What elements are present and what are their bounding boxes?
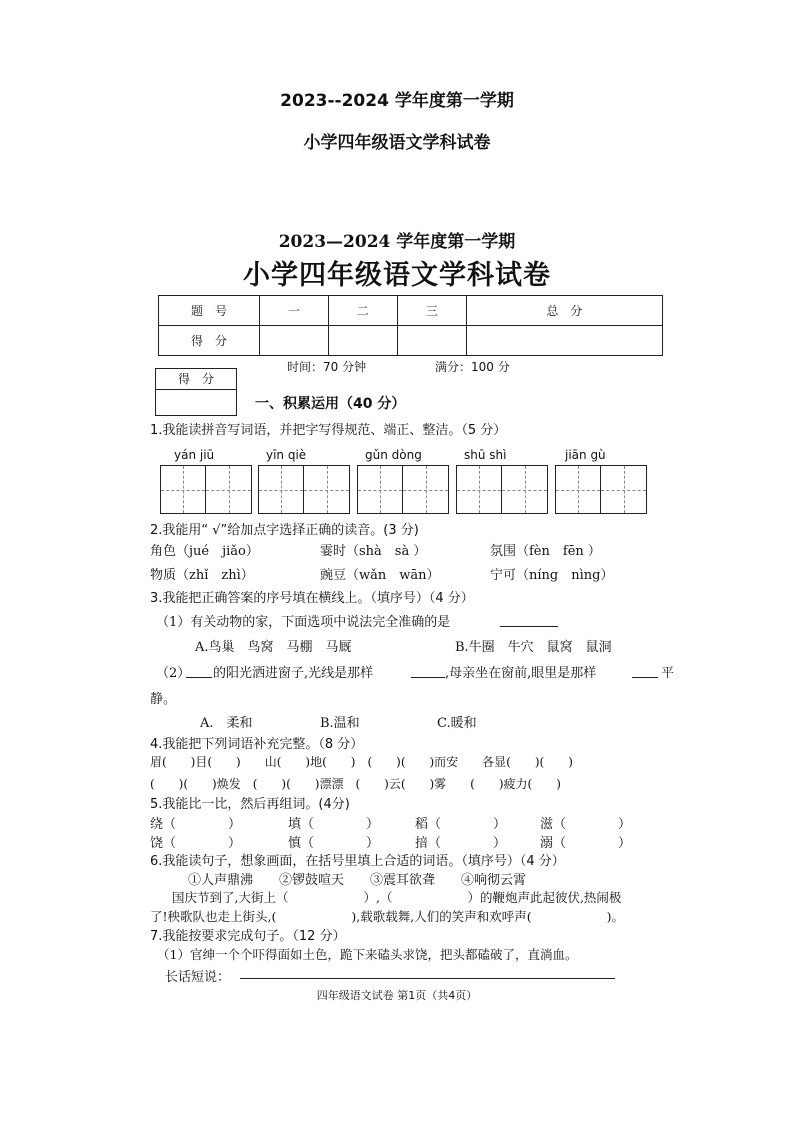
pinyin-label: jiān gù <box>565 448 606 462</box>
q7-sub1: （1）官绅一个个吓得面如土色，跪下来磕头求饶，把头都磕破了，直淌血。 <box>157 947 578 962</box>
q5-item[interactable]: 揞（ ） <box>415 836 507 851</box>
writing-grid[interactable] <box>160 465 252 514</box>
q2-option[interactable]: 豌豆（wǎn wān） <box>320 568 440 583</box>
score-table-header-row <box>159 296 663 326</box>
answer-line[interactable] <box>240 978 615 979</box>
q7-short-label: 长话短说： <box>165 970 231 985</box>
section-score-input[interactable] <box>156 390 236 414</box>
answer-blank[interactable] <box>411 677 445 678</box>
score-input-cell[interactable] <box>260 326 329 356</box>
q3-sub2-text: 的阳光洒进窗子,光线是那样 <box>213 666 374 681</box>
pinyin-label: gǔn dòng <box>365 448 422 462</box>
writing-grid[interactable] <box>555 465 647 514</box>
q7-prompt: 7.我能按要求完成句子。（12 分） <box>150 929 346 944</box>
q6-sentence[interactable]: 国庆节到了,大街上（ ）,（ ）的鞭炮声此起彼伏,热闹极 <box>172 890 622 905</box>
score-header-cell: 三 <box>397 296 466 326</box>
score-input-cell[interactable] <box>466 326 662 356</box>
q5-item[interactable]: 填（ ） <box>288 817 380 832</box>
header-year: 2023--2024 学年度第一学期 <box>280 91 514 111</box>
q4-prompt: 4.我能把下列词语补充完整。（8 分） <box>150 737 364 752</box>
q3-sub2-text: 平 <box>661 666 675 681</box>
q1-prompt: 1.我能读拼音写词语，并把字写得规范、端正、整洁。（5 分） <box>150 423 507 438</box>
writing-grid[interactable] <box>357 465 449 514</box>
score-header-cell: 二 <box>328 296 397 326</box>
pinyin-label: shū shì <box>464 448 507 462</box>
q5-item[interactable]: 慎（ ） <box>288 836 380 851</box>
q5-prompt: 5.我能比一比，然后再组词。(4分) <box>150 797 350 812</box>
q2-option[interactable]: 霎时（shà sà ） <box>320 544 427 559</box>
q6-sentence[interactable]: 了!秧歌队也走上街头,( ),载歌载舞,人们的笑声和欢呼声( )。 <box>150 909 624 924</box>
exam-full-score: 满分：100 分 <box>435 360 510 374</box>
q3-option-a[interactable]: A.鸟巢 鸟窝 马棚 马厩 <box>195 640 352 655</box>
q3-option[interactable]: A. 柔和 <box>200 716 253 731</box>
q2-prompt: 2.我能用“ √”给加点字选择正确的读音。(3 分) <box>150 523 419 538</box>
answer-blank[interactable] <box>632 677 658 678</box>
q3-option[interactable]: C.暖和 <box>437 716 477 731</box>
writing-grid[interactable] <box>258 465 350 514</box>
answer-blank[interactable] <box>186 677 212 678</box>
q3-prompt: 3.我能把正确答案的序号填在横线上。（填序号）（4 分） <box>150 591 474 606</box>
q5-item[interactable]: 稻（ ） <box>415 817 507 832</box>
q4-row[interactable]: 眉( )目( ) 山( )地( ) ( )( )而安 各显( )( ) <box>150 755 573 769</box>
score-header-cell: 题 号 <box>159 296 260 326</box>
score-input-cell[interactable] <box>397 326 466 356</box>
q3-sub2-num: （2） <box>156 666 191 681</box>
q3-option-b[interactable]: B.牛圈 牛穴 鼠窝 鼠洞 <box>455 640 612 655</box>
score-table <box>158 295 663 356</box>
q3-sub1: （1）有关动物的家，下面选项中说法完全准确的是 <box>156 615 451 630</box>
q5-item[interactable]: 溺（ ） <box>540 836 632 851</box>
score-row-label: 得 分 <box>159 326 260 356</box>
exam-time: 时间：70 分钟 <box>287 360 367 374</box>
score-header-cell: 总 分 <box>466 296 662 326</box>
score-header-cell: 一 <box>260 296 329 326</box>
section1-title: 一、积累运用（40 分） <box>255 396 406 412</box>
section-score-label: 得 分 <box>156 369 236 390</box>
q2-option[interactable]: 角色（jué jiǎo） <box>150 544 259 559</box>
q5-item[interactable]: 滋（ ） <box>540 817 632 832</box>
page-footer: 四年级语文试卷 第1页（共4页） <box>316 989 478 1002</box>
q2-option[interactable]: 宁可（níng nìng） <box>490 568 614 583</box>
score-table-score-row <box>159 326 663 356</box>
q3-sub2-text: 静。 <box>150 692 177 707</box>
writing-grid[interactable] <box>456 465 548 514</box>
header-title: 小学四年级语文学科试卷 <box>303 133 491 153</box>
q5-item[interactable]: 绕（ ） <box>150 817 242 832</box>
pinyin-label: yán jiū <box>174 448 215 462</box>
q2-option[interactable]: 氛围（fèn fēn ） <box>490 544 601 559</box>
q4-row[interactable]: ( )( )焕发 ( )( )漂漂 ( )云( )雾 ( )疲力( ) <box>150 777 561 791</box>
q6-options: ①人声鼎沸 ②锣鼓喧天 ③震耳欲聋 ④响彻云霄 <box>188 873 527 888</box>
q5-item[interactable]: 饶（ ） <box>150 836 242 851</box>
pinyin-label: yīn qiè <box>266 448 307 462</box>
answer-blank[interactable] <box>500 626 558 627</box>
paper-year-title: 2023—2024 学年度第一学期 <box>278 232 516 252</box>
q6-prompt: 6.我能读句子，想象画面，在括号里填上合适的词语。（填序号）（4 分） <box>150 854 565 869</box>
q3-sub2-text: ,母亲坐在窗前,眼里是那样 <box>445 666 597 681</box>
score-input-cell[interactable] <box>328 326 397 356</box>
paper-main-title: 小学四年级语文学科试卷 <box>243 260 551 291</box>
q2-option[interactable]: 物质（zhǐ zhì） <box>150 568 254 583</box>
q3-option[interactable]: B.温和 <box>320 716 360 731</box>
section-score-box <box>155 368 237 416</box>
